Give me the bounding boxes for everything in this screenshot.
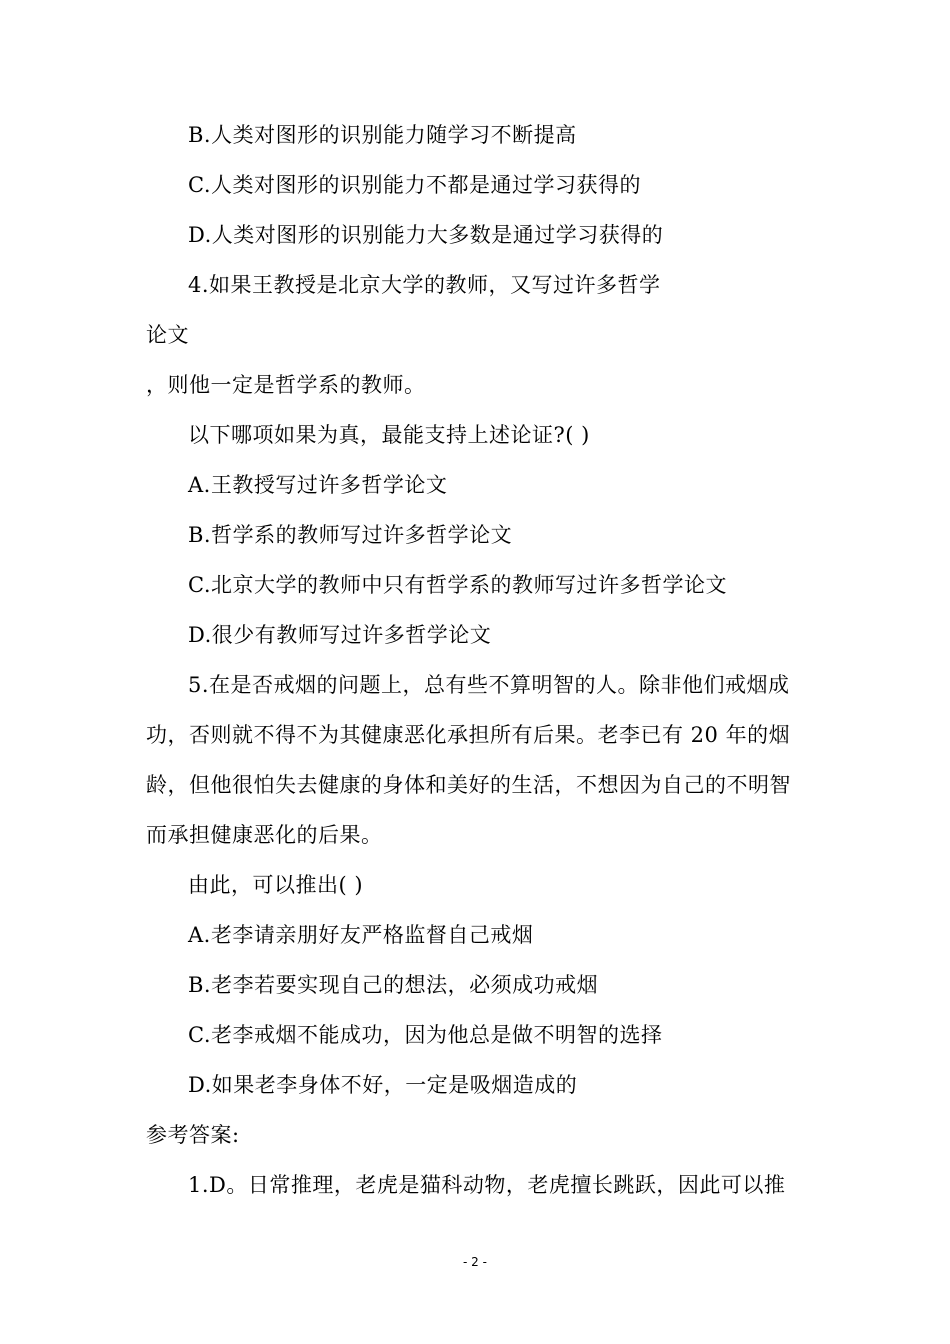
option-a-q4: A.王教授写过许多哲学论文 xyxy=(188,473,448,497)
question-4-stem-line-3: ，则他一定是哲学系的教师。 xyxy=(146,373,426,397)
option-b-q3: B.人类对图形的识别能力随学习不断提高 xyxy=(188,123,577,147)
question-4-prompt: 以下哪项如果为真，最能支持上述论证?( ) xyxy=(188,423,590,447)
answer-1: 1.D。日常推理，老虎是猫科动物，老虎擅长跳跃，因此可以推 xyxy=(188,1173,786,1197)
option-d-q4: D.很少有教师写过许多哲学论文 xyxy=(188,623,492,647)
question-5-prompt: 由此，可以推出( ) xyxy=(188,873,364,897)
option-a-q5: A.老李请亲朋好友严格监督自己戒烟 xyxy=(188,923,534,947)
question-5-stem-line-1: 5.在是否戒烟的问题上，总有些不算明智的人。除非他们戒烟成 xyxy=(188,673,790,697)
option-c-q5: C.老李戒烟不能成功，因为他总是做不明智的选择 xyxy=(188,1023,663,1047)
page-number: - 2 - xyxy=(463,1255,487,1269)
option-d-q5: D.如果老李身体不好，一定是吸烟造成的 xyxy=(188,1073,578,1097)
question-5-stem-line-4: 而承担健康恶化的后果。 xyxy=(146,823,383,847)
option-b-q4: B.哲学系的教师写过许多哲学论文 xyxy=(188,523,513,547)
question-5-stem-line-2: 功，否则就不得不为其健康恶化承担所有后果。老李已有 20 年的烟 xyxy=(146,723,791,747)
question-4-stem-line-1: 4.如果王教授是北京大学的教师，又写过许多哲学 xyxy=(188,273,661,297)
question-5-stem-line-3: 龄，但他很怕失去健康的身体和美好的生活，不想因为自己的不明智 xyxy=(146,773,791,797)
question-4-stem-line-2: 论文 xyxy=(146,323,189,347)
option-c-q3: C.人类对图形的识别能力不都是通过学习获得的 xyxy=(188,173,641,197)
option-c-q4: C.北京大学的教师中只有哲学系的教师写过许多哲学论文 xyxy=(188,573,727,597)
option-d-q3: D.人类对图形的识别能力大多数是通过学习获得的 xyxy=(188,223,664,247)
answer-key-heading: 参考答案: xyxy=(146,1123,240,1147)
option-b-q5: B.老李若要实现自己的想法，必须成功戒烟 xyxy=(188,973,599,997)
